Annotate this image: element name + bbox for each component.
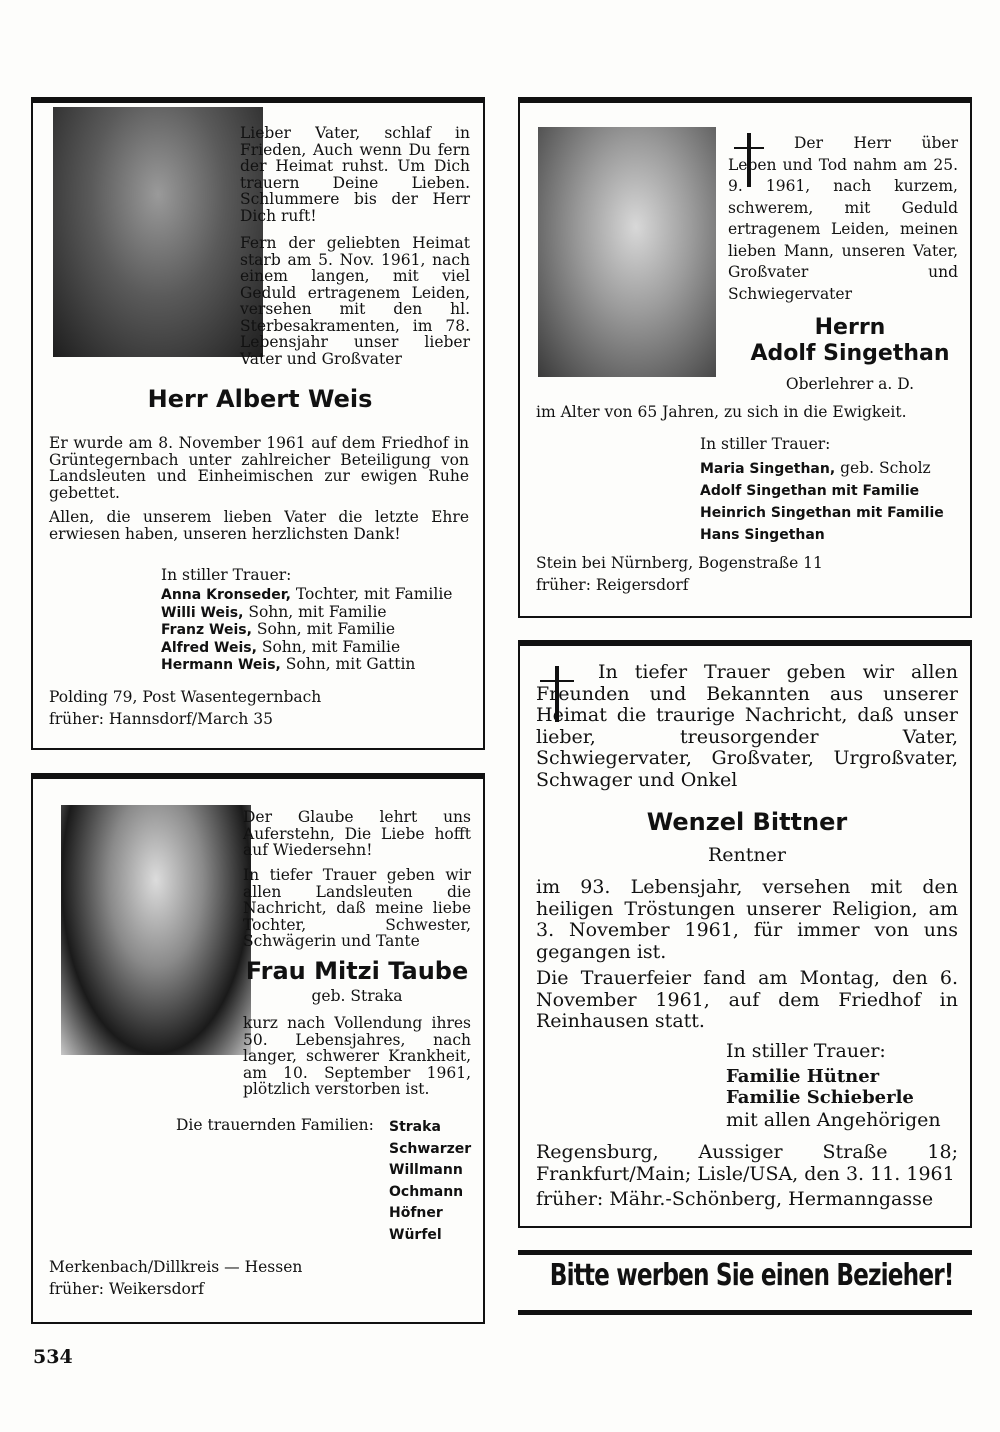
address-text: Regensburg, Aussiger Straße 18; Frankfurt/Main; Lisle/USA, den 3. 11. 1961 (536, 1141, 958, 1185)
families-list (389, 1117, 471, 1246)
mourner: Maria Singethan, geb. Scholz (700, 459, 931, 477)
profession: Rentner (708, 844, 786, 866)
deceased-name: Wenzel Bittner (646, 808, 848, 836)
mourner: Familie Hütner (726, 1066, 880, 1087)
mourner: Familie Schieberle (726, 1087, 914, 1108)
family-name: Höfner (389, 1205, 443, 1221)
banner-rule-top (518, 1250, 972, 1255)
obituary-adolf-singethan (518, 97, 972, 618)
mourning-label: In stiller Trauer: (161, 566, 292, 584)
obituary-wenzel-bittner (518, 640, 972, 1228)
death-text: im 93. Lebensjahr, versehen mit den heiligen Tröstungen unserer Religion, am 3. November 1961, für immer von uns gegangen ist. (536, 876, 958, 963)
portrait-photo-adolf-singethan (538, 127, 716, 377)
address-line: Merkenbach/Dillkreis — Hessen (49, 1258, 303, 1276)
mourning-label: In stiller Trauer: (726, 1040, 886, 1062)
mourner: Hermann Weis, Sohn, mit Gattin (161, 655, 416, 673)
mourners-list (161, 586, 481, 674)
top-rule (518, 97, 972, 103)
deceased-name: Adolf Singethan (750, 341, 950, 366)
family-name: Willmann (389, 1162, 463, 1178)
intro-text: Fern der geliebten Heimat starb am 5. Nov. 1961, nach einem langen, mit viel Geduld ertragenem Leiden, versehen mit den hl. Sterbesakramenten, im 78. Lebensjahr unser lieber Vater und Großvater (240, 234, 470, 368)
intro-text: In tiefer Trauer geben wir allen Landsleuten die Nachricht, daß meine liebe Tochter, Schwester, Schwägerin und Tante (243, 866, 471, 950)
mourner: Alfred Weis, Sohn, mit Familie (161, 637, 401, 656)
death-text: kurz nach Vollendung ihres 50. Lebensjahres, nach langer, schwerer Krankheit, am 10. September 1961, plötzlich verstorben ist. (243, 1014, 471, 1098)
obituary-mitzi-taube (31, 773, 485, 1324)
mourner: Adolf Singethan mit Familie (700, 483, 920, 499)
address-line: Stein bei Nürnberg, Bogenstraße 11 (536, 554, 823, 572)
top-rule (31, 97, 485, 103)
mourner: Franz Weis, Sohn, mit Familie (161, 620, 396, 638)
mourners-list (700, 458, 944, 546)
family-name: Straka (389, 1119, 441, 1135)
family-name: Ochmann (389, 1183, 464, 1200)
former-address-line: früher: Reigersdorf (536, 576, 689, 594)
deceased-name: Frau Mitzi Taube (245, 957, 469, 985)
mourner: Willi Weis, Sohn, mit Familie (161, 602, 387, 621)
banner-rule-bottom (518, 1310, 972, 1315)
family-name: Würfel (389, 1226, 442, 1243)
family-name: Schwarzer (389, 1140, 472, 1157)
address-line: Polding 79, Post Wasentegernbach (49, 688, 322, 706)
former-address-line: früher: Weikersdorf (49, 1280, 204, 1298)
funeral-text: Die Trauerfeier fand am Montag, den 6. November 1961, auf dem Friedhof in Reinhausen statt. (536, 967, 958, 1033)
portrait-photo-albert-weis (53, 107, 263, 357)
top-rule (518, 640, 972, 646)
banner-text: Bitte werben Sie einen Bezieher! (549, 1258, 954, 1293)
mourner: Heinrich Singethan mit Familie (700, 505, 944, 521)
mourner: Anna Kronseder, Tochter, mit Familie (161, 585, 453, 603)
profession: Oberlehrer a. D. (785, 375, 915, 393)
former-address-text: früher: Mähr.-Schönberg, Hermanngasse (536, 1188, 934, 1210)
page-number: 534 (33, 1346, 73, 1368)
poem-text: Lieber Vater, schlaf in Frieden, Auch wenn Du fern der Heimat ruhst. Um Dich trauern Deine Lieben. Schlummere bis der Herr Dich ruft! (240, 124, 470, 225)
top-rule (31, 773, 485, 779)
thanks-text: Allen, die unserem lieben Vater die letzte Ehre erwiesen haben, unseren herzlichsten Dank! (49, 508, 469, 543)
poem-text: Der Glaube lehrt uns Auferstehn, Die Liebe hofft auf Wiedersehn! (243, 808, 471, 859)
age-text: im Alter von 65 Jahren, zu sich in die Ewigkeit. (536, 403, 907, 421)
mourners-list (726, 1066, 914, 1108)
relatives-text: mit allen Angehörigen (726, 1109, 941, 1131)
mourner: Hans Singethan (700, 527, 825, 543)
former-address-line: früher: Hannsdorf/March 35 (49, 710, 273, 728)
title-herrn: Herrn (814, 315, 886, 340)
obituary-albert-weis (31, 97, 485, 750)
burial-text: Er wurde am 8. November 1961 auf dem Friedhof in Grüntegernbach unter zahlreicher Beteiligung von Landsleuten und Einheimischen zur ewigen Ruhe gebettet. (49, 434, 469, 502)
mourning-label: In stiller Trauer: (700, 435, 831, 453)
deceased-name: Herr Albert Weis (147, 385, 373, 413)
intro-text: In tiefer Trauer geben wir allen Freunden und Bekannten aus unserer Heimat die traurige Nachricht, daß unser lieber, treusorgender Vater, Schwiegervater, Großvater, Urgroßvater, Schwager und Onkel (536, 661, 958, 791)
intro-text: Der Herr über Leben und Tod nahm am 25. 9. 1961, nach kurzem, schwerem, mit Geduld ertragenem Leiden, meinen lieben Mann, unseren Vater, Großvater und Schwiegervater (728, 134, 958, 303)
maiden-name: geb. Straka (311, 987, 403, 1005)
portrait-photo-mitzi-taube (61, 805, 251, 1055)
families-label: Die trauernden Familien: (176, 1116, 374, 1134)
